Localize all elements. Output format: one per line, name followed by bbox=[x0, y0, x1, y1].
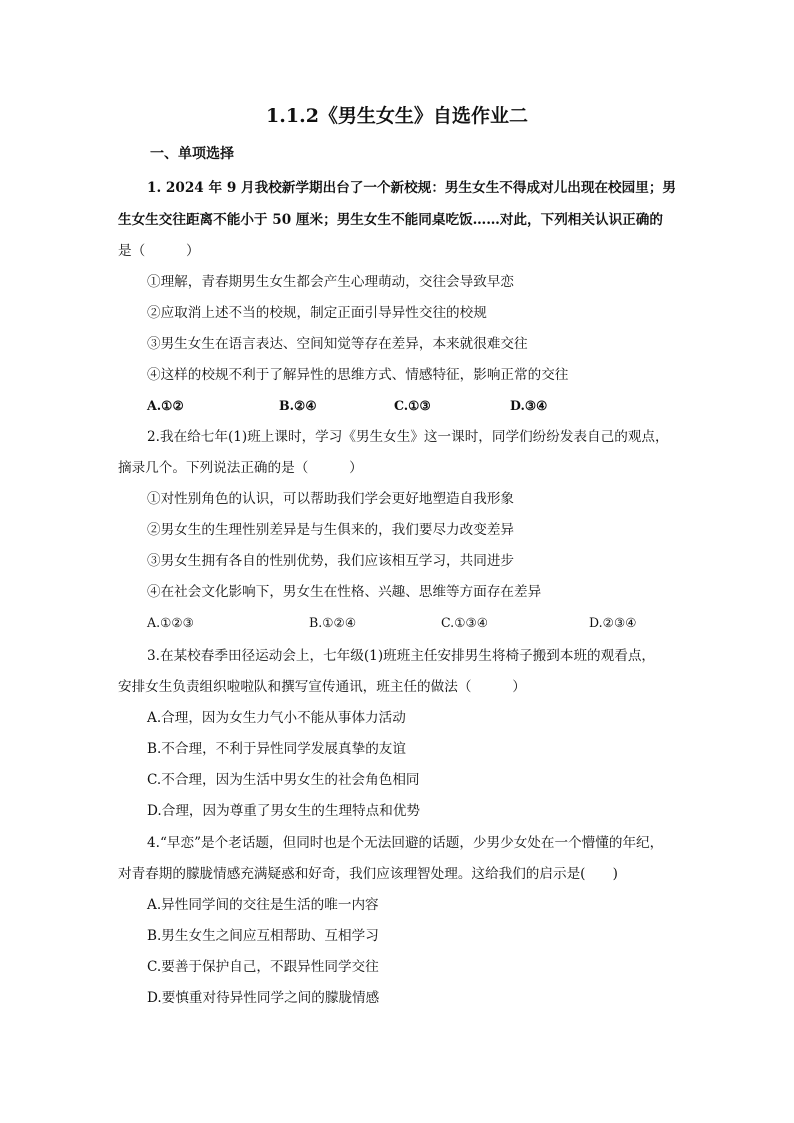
q1-option-c: C.①③ bbox=[394, 398, 431, 413]
q4-option-b: B.男生女生之间应互相帮助、互相学习 bbox=[147, 928, 379, 944]
q2-item-1: ①对性别角色的认识，可以帮助我们学会更好地塑造自我形象 bbox=[147, 491, 515, 507]
q4-option-d: D.要慎重对待异性同学之间的朦胧情感 bbox=[147, 990, 380, 1006]
q2-stem-line-2: 摘录几个。下列说法正确的是（ ） bbox=[118, 460, 363, 476]
q3-option-c: C.不合理，因为生活中男女生的社会角色相同 bbox=[147, 772, 420, 788]
q3-option-b: B.不合理，不利于异性同学发展真挚的友谊 bbox=[147, 741, 406, 757]
q1-item-2: ②应取消上述不当的校规，制定正面引导异性交往的校规 bbox=[147, 305, 487, 321]
q1-option-d: D.③④ bbox=[510, 398, 548, 413]
q1-stem-line-2: 生女生交往距离不能小于 50 厘米；男生女生不能同桌吃饭……对此，下列相关认识正确的 bbox=[118, 212, 663, 228]
q2-stem-line-1: 2.我在给七年(1)班上课时，学习《男生女生》这一课时，同学们纷纷发表自己的观点， bbox=[147, 429, 669, 445]
q1-option-a: A.①② bbox=[147, 398, 184, 413]
q3-option-d: D.合理，因为尊重了男女生的生理特点和优势 bbox=[147, 803, 421, 819]
q4-stem-line-1: 4.“早恋”是个老话题，但同时也是个无法回避的话题，少男少女处在一个懵懂的年纪， bbox=[147, 835, 664, 851]
q3-stem-line-2: 安排女生负责组织啦啦队和撰写宣传通讯，班主任的做法（ ） bbox=[118, 679, 526, 695]
q1-item-4: ④这样的校规不利于了解异性的思维方式、情感特征，影响正常的交往 bbox=[147, 367, 569, 383]
q1-option-b: B.②④ bbox=[279, 398, 317, 413]
section-heading: 一、单项选择 bbox=[150, 146, 234, 162]
q1-stem-line-1: 1. 2024 年 9 月我校新学期出台了一个新校规：男生女生不得成对儿出现在校园里；男 bbox=[147, 180, 677, 196]
q2-item-3: ③男女生拥有各自的性别优势，我们应该相互学习，共同进步 bbox=[147, 553, 515, 569]
q4-option-c: C.要善于保护自己，不跟异性同学交往 bbox=[147, 959, 379, 975]
q4-option-a: A.异性同学间的交往是生活的唯一内容 bbox=[147, 897, 379, 913]
q1-stem-line-3: 是（ ） bbox=[118, 243, 200, 259]
q2-option-c: C.①③④ bbox=[441, 615, 489, 630]
q1-item-1: ①理解，青春期男生女生都会产生心理萌动，交往会导致早恋 bbox=[147, 274, 515, 290]
q2-option-d: D.②③④ bbox=[589, 615, 637, 630]
q2-item-4: ④在社会文化影响下，男女生在性格、兴趣、思维等方面存在差异 bbox=[147, 584, 542, 600]
q3-stem-line-1: 3.在某校春季田径运动会上，七年级(1)班班主任安排男生将椅子搬到本班的观看点， bbox=[147, 648, 656, 664]
q1-item-3: ③男生女生在语言表达、空间知觉等存在差异，本来就很难交往 bbox=[147, 336, 528, 352]
q2-item-2: ②男女生的生理性别差异是与生俱来的，我们要尽力改变差异 bbox=[147, 522, 515, 538]
q2-option-b: B.①②④ bbox=[309, 615, 357, 630]
q3-option-a: A.合理，因为女生力气小不能从事体力活动 bbox=[147, 710, 406, 726]
page-title: 1.1.2《男生女生》自选作业二 bbox=[266, 105, 528, 127]
q2-option-a: A.①②③ bbox=[147, 615, 194, 630]
q4-stem-line-2: 对青春期的朦胧情感充满疑惑和好奇，我们应该理智处理。这给我们的启示是( ) bbox=[118, 866, 618, 882]
